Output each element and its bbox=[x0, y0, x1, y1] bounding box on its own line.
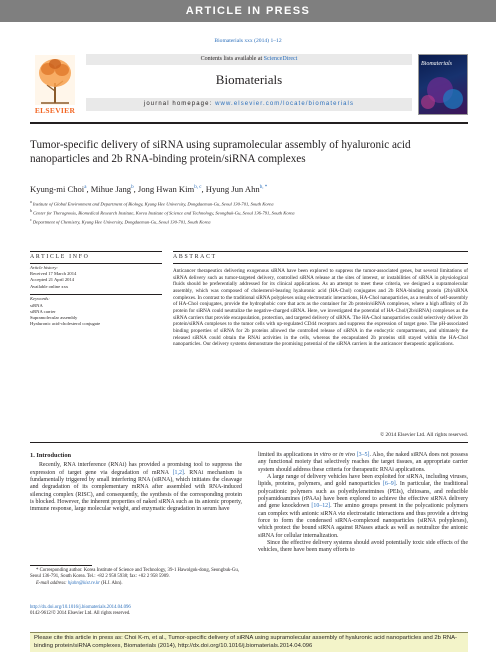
text-run: or bbox=[330, 452, 339, 458]
received-date: Received 17 March 2014 bbox=[30, 271, 77, 277]
journal-citation-link[interactable]: Biomaterials xxx (2014) 1–12 bbox=[214, 38, 282, 44]
affiliation-item bbox=[30, 217, 470, 226]
section-heading-introduction: 1. Introduction bbox=[30, 452, 72, 459]
masthead-center bbox=[86, 54, 412, 115]
reference-link[interactable]: [3–5] bbox=[356, 452, 370, 458]
history-label: Article history: bbox=[30, 265, 58, 270]
abstract-copyright: © 2014 Elsevier Ltd. All rights reserved. bbox=[380, 432, 468, 438]
footnote-email-line bbox=[30, 581, 242, 587]
article-info-column bbox=[30, 265, 162, 327]
homepage-prefix: journal homepage: bbox=[143, 101, 216, 107]
text-run: . Also, the naked siRNA does not possess any functional moiety that selectively reaches the target tissues, an appropriate carrier system should address these criteria for therapeutic RNAi applications. bbox=[258, 452, 469, 473]
doi-link[interactable]: http://dx.doi.org/10.1016/j.biomaterials.2014.04.096 bbox=[30, 605, 131, 610]
article-title: Tumor-specific delivery of siRNA using supramolecular assembly of hyaluronic acid nanoparticles and 2b RNA-binding protein/siRNA complexes bbox=[30, 139, 411, 165]
abstract-rule-bottom bbox=[30, 442, 468, 443]
affiliation-sup: b bbox=[30, 209, 32, 214]
footnote-text: * Corresponding author. Korea Institute of Science and Technology, 39-1 Hawolgok-dong, Seongbuk-Gu, Seoul 136-791, South Korea. Tel.: +82 2 958 5938; fax: +82 2 958 5909. bbox=[30, 568, 239, 580]
email-label: E-mail address: bbox=[36, 580, 68, 586]
keyword-item: Hyaluronic acid-cholesterol conjugate bbox=[30, 321, 101, 327]
journal-homepage-bar bbox=[86, 98, 412, 111]
keyword-item: siRNA bbox=[30, 302, 43, 308]
author-name[interactable]: Kyung-mi Choi bbox=[30, 184, 85, 194]
journal-title: Biomaterials bbox=[215, 72, 283, 87]
intro-paragraph-1 bbox=[30, 462, 242, 513]
text-run: . The amino groups present in the polycationic polymers can complex with anionic siRNA bbox=[258, 503, 468, 517]
text-run-italic: via bbox=[338, 510, 346, 517]
author-affil-sup[interactable]: a bbox=[84, 185, 87, 191]
author-name[interactable]: Mihue Jang bbox=[90, 184, 132, 194]
online-date: Available online xxx bbox=[30, 283, 69, 289]
author-affil-sup[interactable]: b bbox=[131, 185, 134, 191]
body-column-left bbox=[30, 452, 242, 514]
body-column-right bbox=[258, 452, 468, 555]
intro-paragraph-3 bbox=[258, 474, 468, 540]
journal-cover-image[interactable] bbox=[418, 54, 468, 115]
journal-masthead bbox=[30, 54, 468, 115]
keyword-item: Supramolecular assembly bbox=[30, 314, 78, 320]
abstract-heading: ABSTRACT bbox=[173, 254, 217, 260]
contents-prefix: Contents lists available at bbox=[200, 56, 264, 62]
affiliation-text: Center for Theragnosis, Biomedical Research Institute, Korea Institute of Science and Technology, Seongbuk-Gu, Seoul 136-791, South Korea bbox=[33, 210, 295, 216]
intro-paragraph-2 bbox=[258, 452, 468, 474]
footnote-rule bbox=[30, 565, 92, 566]
affiliations bbox=[30, 199, 470, 226]
info-rule-top bbox=[30, 251, 162, 252]
text-run: A large range of delivery vehicles have been exploited for siRNA, including viruses, lipids, proteins, polymers, and gold nanoparticles bbox=[258, 474, 468, 488]
keywords-label: Keywords: bbox=[30, 296, 50, 302]
author-affil-sup[interactable]: b, c bbox=[194, 185, 202, 191]
author-list: Kyung-mi Choi$^a$, Mihue Jang$^b$, Jong Hwan Kim$^{b, c}$, Hyung Jun Ahn$^{b, *}$ bbox=[30, 184, 268, 194]
article-info-heading: ARTICLE INFO bbox=[30, 254, 90, 260]
affiliation-item bbox=[30, 208, 470, 217]
intro-paragraph-4: Since the effective delivery systems should avoid potentially toxic side effects of the vehicles, there have been many efforts to bbox=[258, 540, 468, 554]
doi-block bbox=[30, 605, 280, 617]
affiliation-text: Department of Chemistry, Kyung Hee University, Dongdaemun-Gu, Seoul 130-701, South Korea bbox=[32, 219, 211, 225]
reference-link[interactable]: [6–9] bbox=[382, 481, 396, 488]
elsevier-logo[interactable] bbox=[30, 54, 80, 115]
text-run-italic: in vivo bbox=[339, 452, 356, 458]
text-run: . RNAi mechanism is fundamentally triggered by small interfering RNA (siRNA), which initiates the cleavage and degradation of its complementary mRNA after assembled with RNA-induced silencing complex (RISC), and consequently, the synthesis of the corresponding protein is blocked. However, the inherent properties of naked siRNA such as its anionic property, immune response, large molecular weight, and enzymatic degradation in serum have bbox=[30, 469, 242, 513]
keyword-item: siRNA carrier bbox=[30, 308, 56, 314]
cover-title: Biomaterials bbox=[421, 61, 452, 67]
author-name[interactable]: Jong Hwan Kim bbox=[137, 184, 195, 194]
text-run: limited its applications bbox=[258, 452, 314, 458]
issn-line: 0142-9612/© 2014 Elsevier Ltd. All rights reserved. bbox=[30, 611, 131, 617]
affiliation-text: Institute of Global Environment and Department of Biology, Kyung Hee University, Dongdaemun-Gu, Seoul 130-701, South Korea bbox=[32, 201, 274, 207]
sciencedirect-link[interactable]: ScienceDirect bbox=[263, 56, 298, 62]
text-run: electrostatic interactions and thus provide a driving force to form the condensed siRNA-complexed nanoparticles (siRNA polyplexes), which protect the bound siRNA against RNases attack as well as neutralize the anionic siRNA for cellular internalization. bbox=[258, 510, 468, 539]
affiliation-sup: a bbox=[30, 200, 32, 204]
accepted-date: Accepted 21 April 2014 bbox=[30, 277, 75, 283]
abstract-body: Anticancer therapeutics delivering exogenous siRNA have been explored to suppress the tumor-associated genes, but several limitations of siRNA delivery such as tumor-targeted delivery, controlled siRNA release at the sites of interest, or instabilities of siRNA in physiological fluids should be preferentially addressed for its clinical applications. As an attempt to meet these criteria, we designed a supramolecular assembly, which was composed of cholesterol-bearing hyaluronic acid (HA-Chol) conjugates and 2b RNA-binding protein (2b)/siRNA complexes. In contrast to the traditional siRNA polyplexes using electrostatic interactions, HA-Chol nanoparticles, as a results of self-assembly of HA-Chol conjugates, provide the hydrophobic core that acts as the container for 2b protein/siRNA complexes, where a high affinity of 2b protein for siRNA could neutralize the negative-charged siRNA. Here, we investigated the potential of HA-Chol/(2b/siRNA) complexes as the siRNA carriers that provide encapsulation, protection, and targeted delivery of siRNA. The HA-Chol nanoparticles could selectively deliver 2b protein/siRNA complexes to the tumor cells with up-regulated CD44 receptors and suppress the expression of target gene. The pH-associated binding properties of siRNA for 2b proteins allowed the controlled release of siRNA in the endocytic compartments, and ultimately the released siRNA could obtain the RNAi activities in the cells, whereas the encapsulated 2b proteins still stayed within the HA-Chol nanoparticles. Our delivery systems demonstrate the promising potential of the siRNA carriers in the anticancer therapeutic applications. bbox=[173, 268, 468, 348]
author-name[interactable]: Hyung Jun Ahn bbox=[205, 184, 260, 194]
abstract-rule-top bbox=[173, 251, 468, 252]
text-run: . In particular, the traditional polycationic polymers such as polyethyleneimines (PEIs), chitosans, and reducible polyamidoamines (rPAAs) have been explored to achieve the effective siRNA delivery and gene knockdown bbox=[258, 481, 468, 510]
reference-link[interactable]: [10–12] bbox=[311, 503, 331, 510]
reference-link[interactable]: [1,2] bbox=[172, 469, 184, 476]
cite-this-article-box: Please cite this article in press as: Choi K-m, et al., Tumor-specific delivery of siRNA using supramolecular assembly of hyaluronic acid nanoparticles and 2b RNA-binding protein/siRNA complexes, Biomaterials (2014), http://dx.doi.org/10.1016/j.biomaterials.2014.04.096 bbox=[30, 632, 468, 652]
affiliation-item bbox=[30, 199, 470, 208]
elsevier-tree-icon bbox=[35, 55, 75, 105]
author-affil-sup[interactable]: b, * bbox=[259, 185, 268, 191]
text-run-italic: in vitro bbox=[313, 452, 331, 458]
info-rule-sub bbox=[30, 263, 162, 264]
abstract-rule-sub bbox=[173, 263, 468, 264]
text-run: Recently, RNA interference (RNAi) has provided a promising tool to suppress the expression of target gene via degradation of mRNA bbox=[30, 462, 242, 476]
affiliation-sup: c bbox=[30, 218, 32, 223]
homepage-link[interactable]: www.elsevier.com/locate/biomaterials bbox=[215, 101, 355, 107]
contents-lists-bar bbox=[86, 54, 412, 65]
masthead-divider bbox=[30, 122, 468, 124]
corresponding-author-footnote bbox=[30, 568, 242, 587]
email-suffix: (H.J. Ahn). bbox=[100, 580, 123, 586]
article-in-press-banner: ARTICLE IN PRESS bbox=[0, 0, 496, 22]
keywords-divider bbox=[30, 294, 162, 295]
publisher-name: ELSEVIER bbox=[34, 106, 76, 115]
email-link[interactable]: hjahn@kist.re.kr bbox=[67, 580, 101, 586]
